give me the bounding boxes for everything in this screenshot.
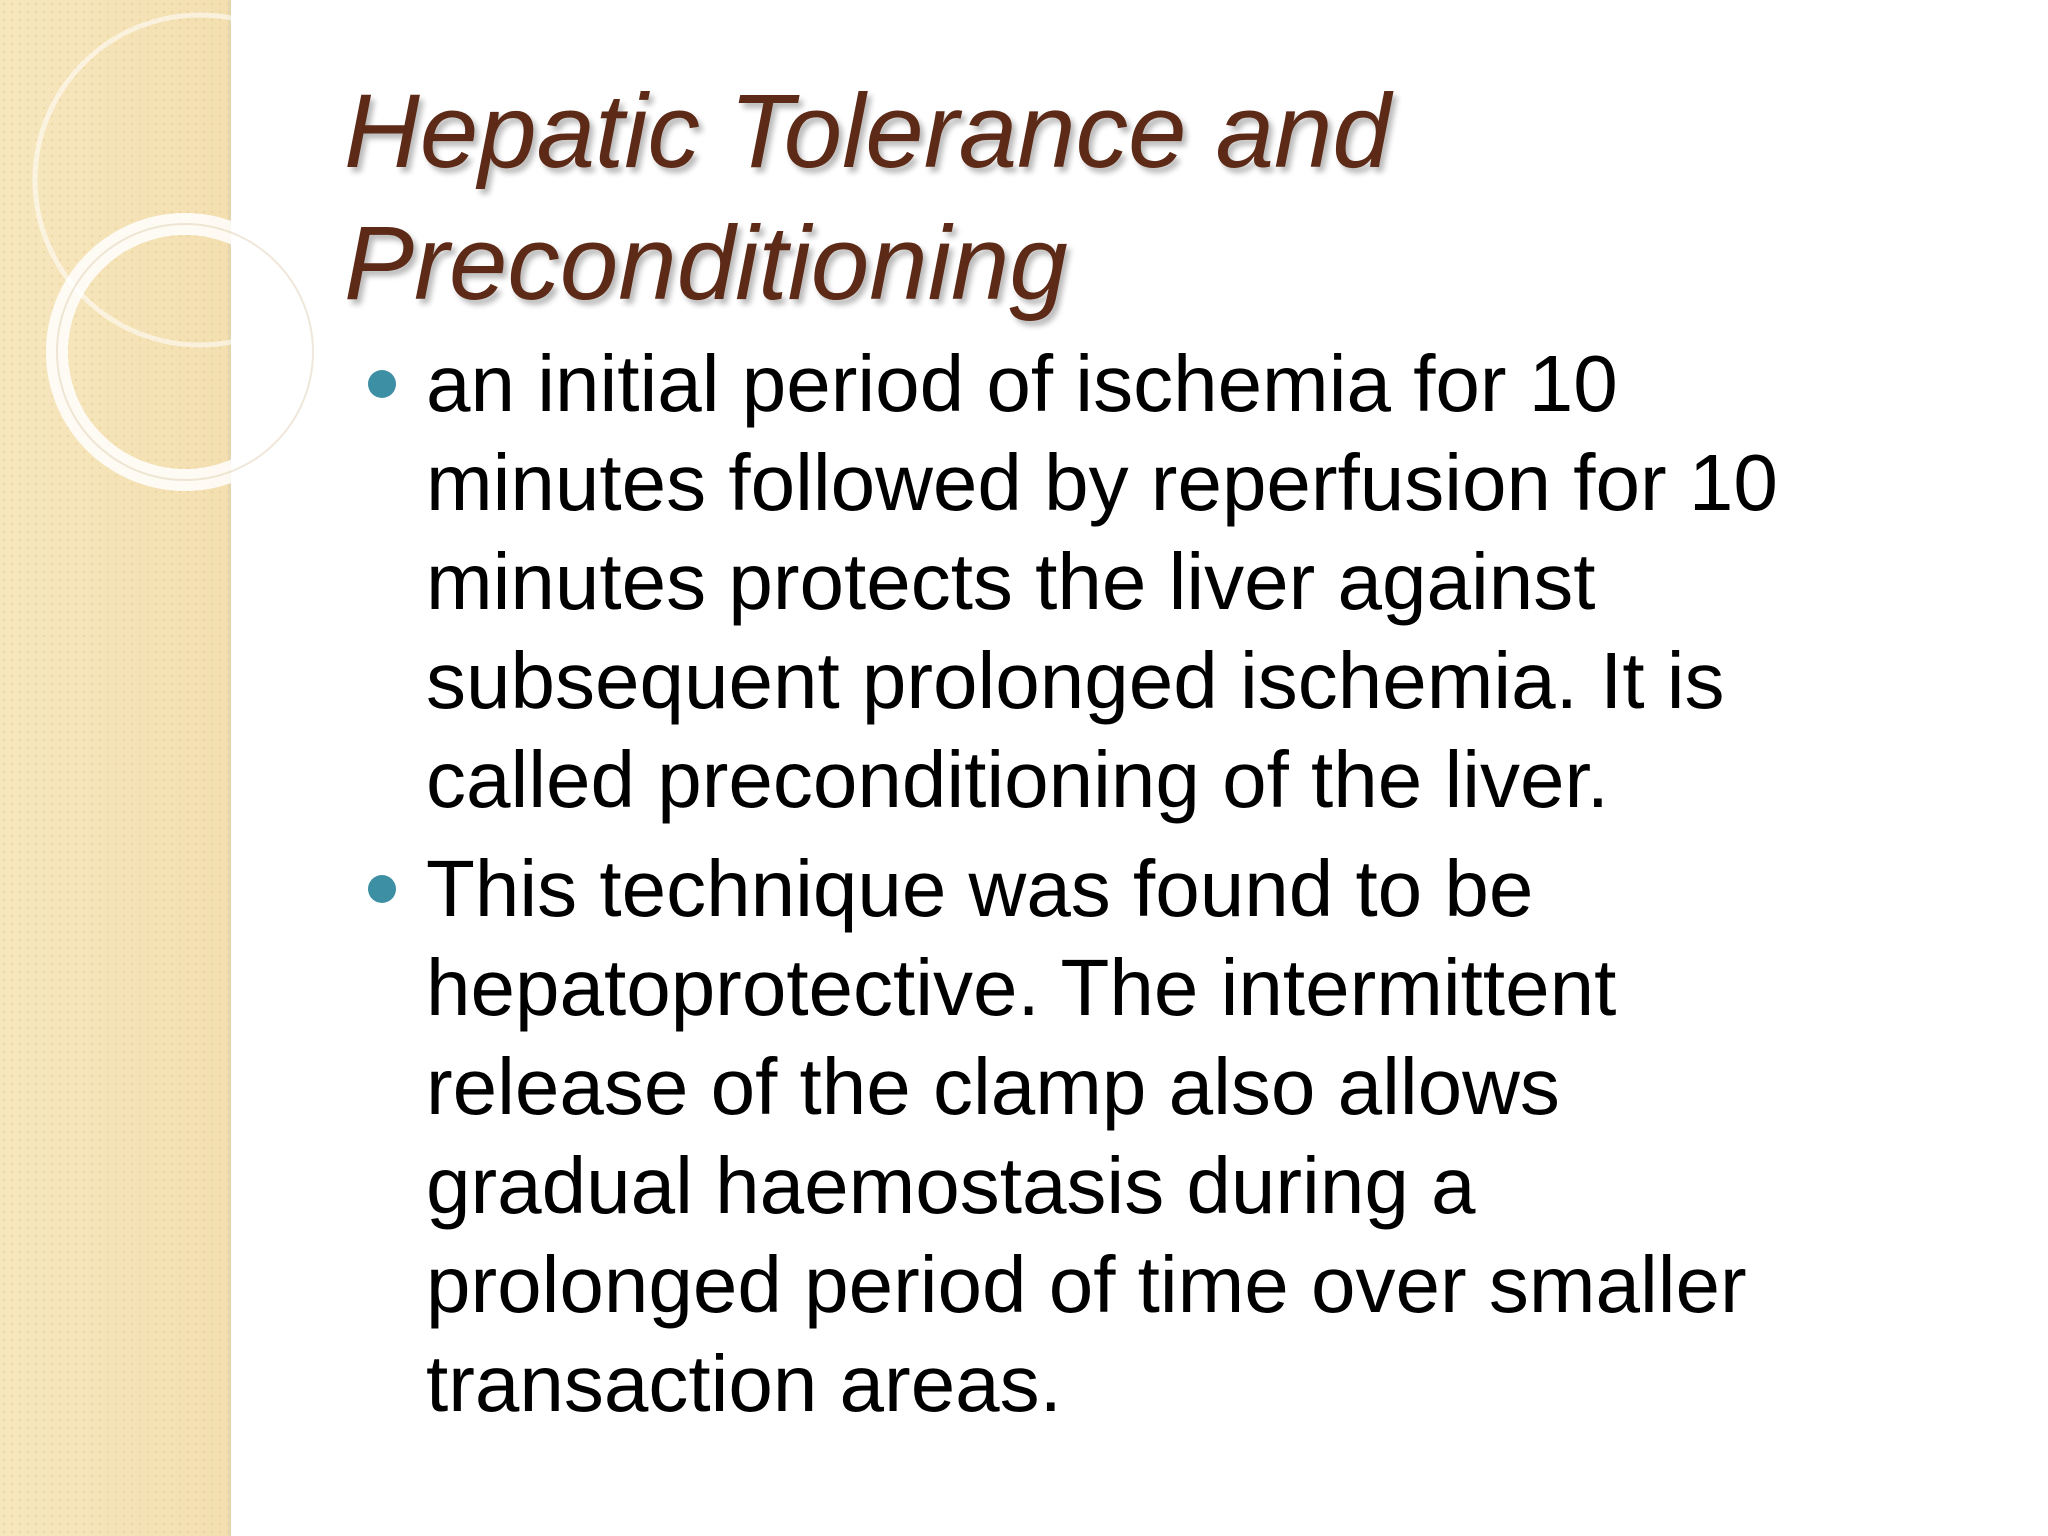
bullet-dot-icon: [368, 875, 396, 903]
bullet-item-technique: [360, 839, 2000, 1433]
bullet-dot-icon: [368, 370, 396, 398]
bullet-line: hepatoprotective. The intermittent: [426, 943, 1617, 1032]
title-line-1: Hepatic Tolerance and: [344, 73, 1391, 190]
bullet-line: an initial period of ischemia for 10: [426, 339, 1618, 428]
bullet-line: This technique was found to be: [426, 844, 1534, 933]
bullet-list: [360, 334, 2000, 1443]
bullet-line: minutes protects the liver against: [426, 537, 1596, 626]
slide-title: [344, 66, 1944, 330]
bullet-line: minutes followed by reperfusion for 10: [426, 438, 1778, 527]
bullet-line: prolonged period of time over smaller: [426, 1240, 1747, 1329]
bullet-line: called preconditioning of the liver.: [426, 735, 1609, 824]
title-line-2: Preconditioning: [344, 205, 1068, 322]
bullet-line: subsequent prolonged ischemia. It is: [426, 636, 1725, 725]
bullet-line: gradual haemostasis during a: [426, 1141, 1476, 1230]
decorative-rings: [0, 0, 320, 520]
bullet-item-preconditioning: [360, 334, 2000, 829]
bullet-line: release of the clamp also allows: [426, 1042, 1560, 1131]
bullet-line: transaction areas.: [426, 1339, 1062, 1428]
